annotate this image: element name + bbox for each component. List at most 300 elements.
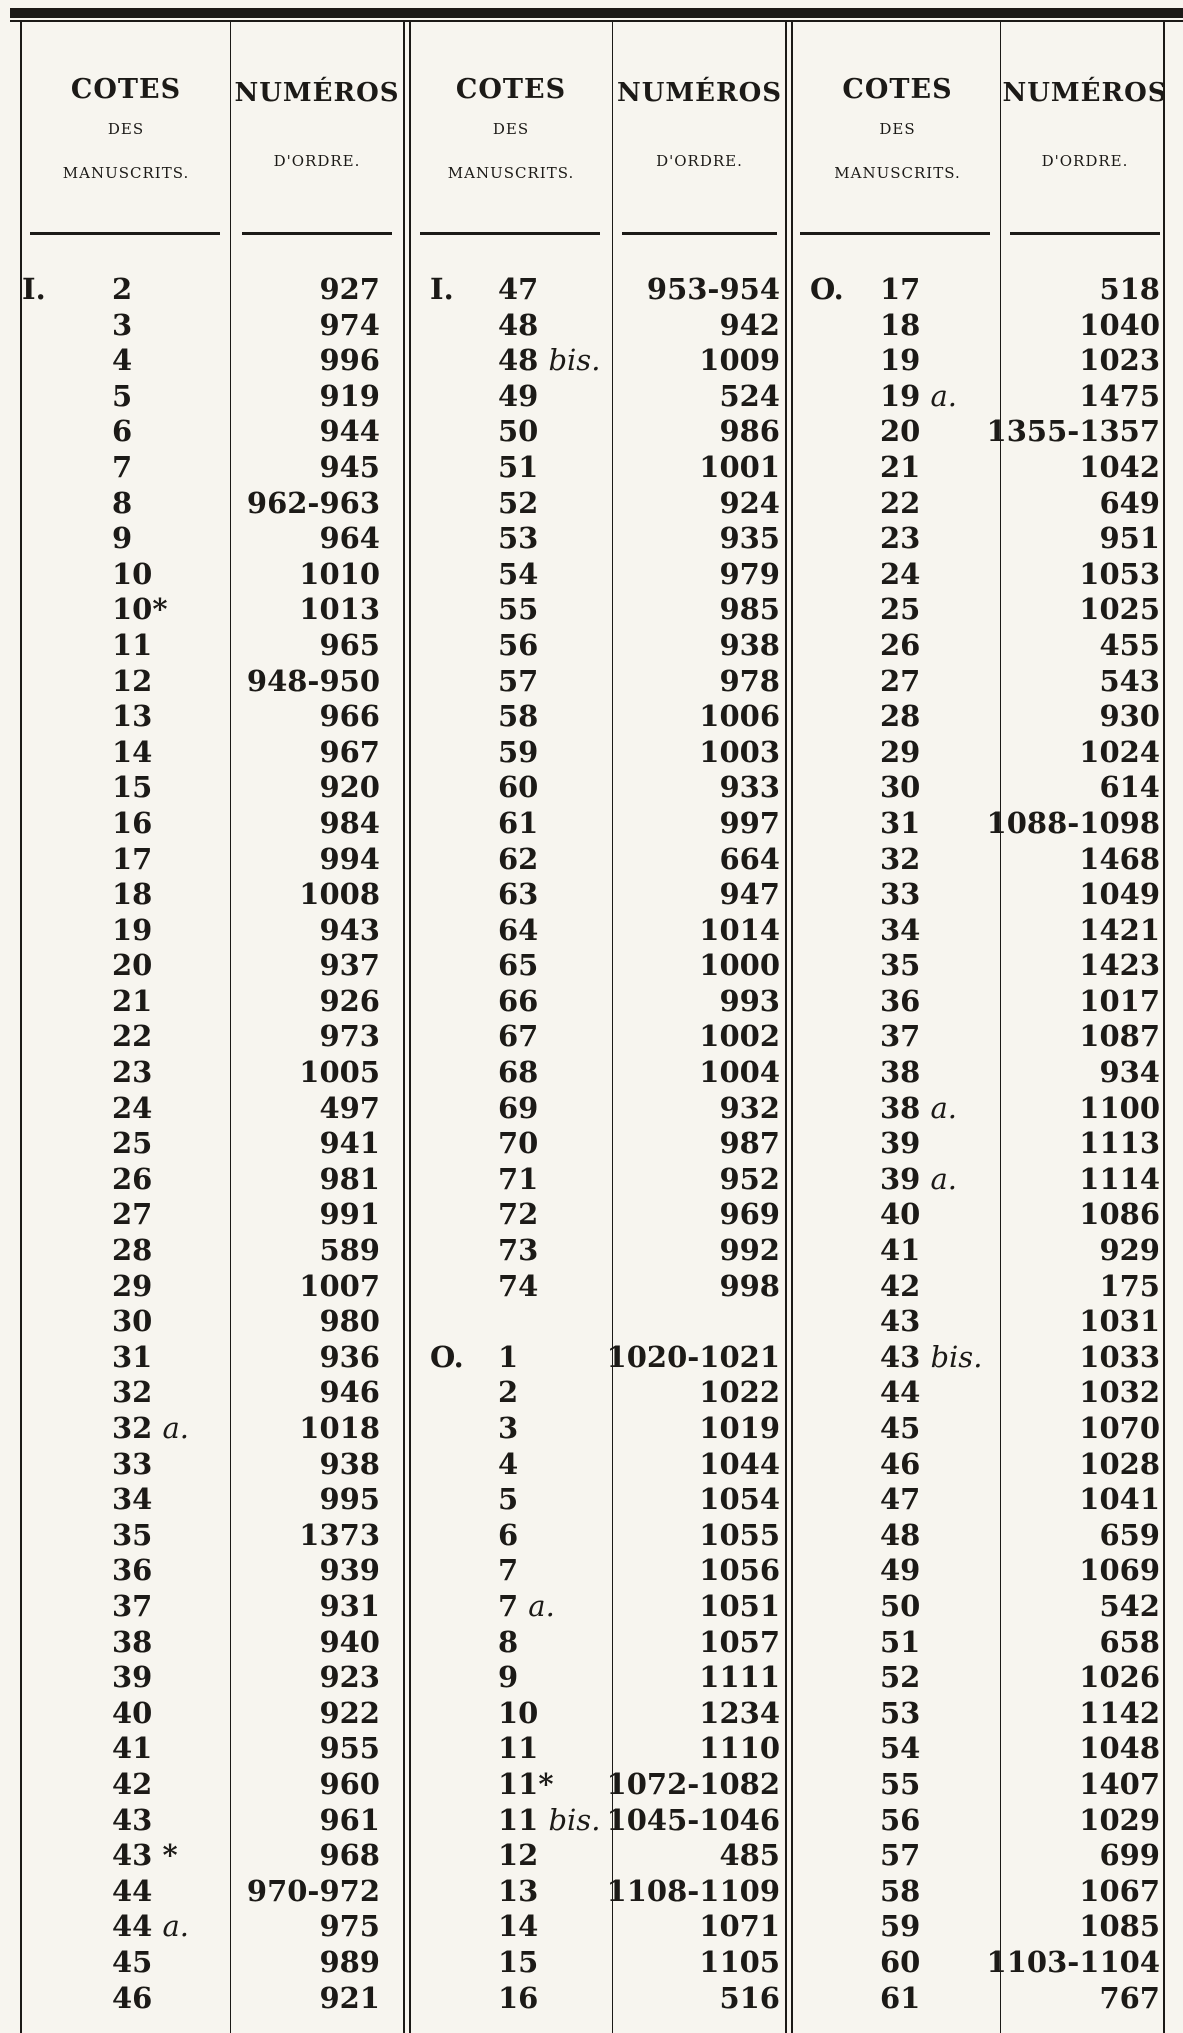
cote-number: 59	[498, 734, 539, 769]
table-row	[0, 1803, 1183, 1839]
cote-value	[880, 1055, 920, 1091]
table-row	[0, 521, 1183, 557]
cote-number: 31	[112, 1339, 153, 1374]
numero-ordre: 992	[719, 1233, 780, 1268]
cote-value	[880, 1375, 920, 1411]
numero-ordre: 944	[319, 414, 380, 449]
cote-value	[880, 699, 920, 735]
table-row	[0, 1838, 1183, 1874]
numero-ordre: 1103-1104	[986, 1944, 1160, 1979]
cote-number: 27	[112, 1197, 153, 1232]
cote-number: 12	[112, 663, 153, 698]
cote-number: 58	[498, 699, 539, 734]
cote-number: 21	[112, 983, 153, 1018]
cote-number: 11	[498, 1802, 539, 1837]
cote-number: 19	[112, 912, 153, 947]
numero-ordre: 1006	[699, 699, 780, 734]
cote-number: 25	[112, 1126, 153, 1161]
numero-ordre: 1110	[699, 1731, 780, 1766]
cote-number: 39	[880, 1161, 921, 1196]
cote-number: 18	[880, 307, 921, 342]
cote-suffix: a.	[930, 1090, 957, 1125]
cote-number: 56	[880, 1802, 921, 1837]
cote-number: 39	[112, 1660, 153, 1695]
cote-number: 37	[112, 1588, 153, 1623]
cote-value	[880, 379, 957, 415]
table-row	[0, 1660, 1183, 1696]
numero-ordre: 1111	[699, 1660, 780, 1695]
cote-number: 18	[112, 877, 153, 912]
cote-number: 22	[880, 485, 921, 520]
cote-number: 49	[498, 378, 539, 413]
table-row	[0, 806, 1183, 842]
numero-ordre: 1000	[699, 948, 780, 983]
table-row	[0, 1553, 1183, 1589]
numero-ordre: 1373	[299, 1517, 380, 1552]
cote-number: 22	[112, 1019, 153, 1054]
cote-number: 49	[880, 1553, 921, 1588]
header-numeros-line1: NUMÉROS	[234, 78, 400, 108]
cote-number: 48	[498, 307, 539, 342]
numero-ordre: 960	[319, 1766, 380, 1801]
cote-value	[880, 1091, 957, 1127]
numero-ordre: 516	[719, 1980, 780, 2015]
cote-number: 68	[498, 1055, 539, 1090]
table-row	[0, 592, 1183, 628]
numero-ordre: 1003	[699, 734, 780, 769]
numero-ordre: 936	[319, 1339, 380, 1374]
cote-value	[880, 1803, 920, 1839]
numero-ordre: 978	[719, 663, 780, 698]
table-row	[0, 842, 1183, 878]
cote-value	[880, 1553, 920, 1589]
numero-ordre: 175	[1099, 1268, 1160, 1303]
table-row	[0, 1091, 1183, 1127]
numero-ordre: 1054	[699, 1482, 780, 1517]
numero-ordre: 543	[1099, 663, 1160, 698]
numero-ordre: 1005	[299, 1055, 380, 1090]
cote-number: 57	[880, 1838, 921, 1873]
table-row	[0, 699, 1183, 735]
table-row	[0, 984, 1183, 1020]
numero-ordre: 967	[319, 734, 380, 769]
table-row	[0, 1340, 1183, 1376]
cote-number: 19	[880, 378, 921, 413]
table-row	[0, 1518, 1183, 1554]
cote-number: 14	[498, 1909, 539, 1944]
numero-ordre: 987	[719, 1126, 780, 1161]
cote-number: 36	[880, 983, 921, 1018]
cote-number: 50	[498, 414, 539, 449]
cote-number: 50	[880, 1588, 921, 1623]
cote-number: 46	[112, 1980, 153, 2015]
numero-ordre: 1025	[1079, 592, 1160, 627]
numero-ordre: 1070	[1079, 1411, 1160, 1445]
table-row	[0, 913, 1183, 949]
cote-value	[880, 1447, 920, 1483]
numero-ordre: 1053	[1079, 556, 1160, 591]
cote-number: 13	[498, 1873, 539, 1908]
cote-value	[880, 1019, 920, 1055]
cote-value	[880, 1518, 920, 1554]
cote-suffix: a.	[930, 378, 957, 413]
numero-ordre: 962-963	[246, 485, 380, 520]
cote-value	[880, 735, 920, 771]
header-cotes-line1: COTES	[842, 74, 953, 105]
numero-ordre: 1071	[699, 1909, 780, 1944]
cote-value	[880, 664, 920, 700]
cote-number: 30	[880, 770, 921, 805]
cote-number: 61	[498, 805, 539, 840]
cote-number: 44	[112, 1909, 153, 1944]
cote-value	[880, 1767, 920, 1803]
cote-number: 8	[112, 485, 133, 520]
cote-value	[880, 1696, 920, 1732]
cote-number: 62	[498, 841, 539, 876]
header-numeros-line2: D'ORDRE.	[273, 152, 361, 170]
table-row	[0, 1411, 1183, 1447]
numero-ordre: 1026	[1079, 1660, 1160, 1695]
numero-ordre: 993	[719, 983, 780, 1018]
table-row	[0, 1019, 1183, 1055]
numero-ordre: 994	[319, 841, 380, 876]
cote-number: 40	[112, 1695, 153, 1730]
cote-suffix: a.	[528, 1588, 555, 1623]
numero-ordre: 1017	[1079, 983, 1160, 1018]
cote-number: 32	[112, 1411, 153, 1445]
numero-ordre: 924	[719, 485, 780, 520]
numero-ordre: 933	[719, 770, 780, 805]
cote-number: 59	[880, 1909, 921, 1944]
cote-number: 48	[880, 1517, 921, 1552]
series-letter: I.	[22, 272, 46, 306]
series-letter: I.	[430, 272, 454, 306]
numero-ordre: 938	[319, 1446, 380, 1481]
numero-ordre: 1018	[299, 1411, 380, 1445]
numero-ordre: 1009	[699, 343, 780, 378]
numero-ordre: 1020-1021	[606, 1339, 780, 1374]
cote-value	[880, 557, 920, 593]
cote-number: 8	[498, 1624, 519, 1659]
cote-number: 66	[498, 983, 539, 1018]
cote-number: 24	[880, 556, 921, 591]
numero-ordre: 1142	[1079, 1695, 1160, 1730]
cote-number: 30	[112, 1304, 153, 1339]
cote-suffix: a.	[162, 1909, 189, 1944]
cote-number: 10	[498, 1695, 539, 1730]
header-numeros	[232, 22, 402, 232]
cote-number: 39	[880, 1126, 921, 1161]
numero-ordre: 1069	[1079, 1553, 1160, 1588]
header-rule	[420, 232, 600, 235]
cote-value	[880, 1909, 920, 1945]
numero-ordre: 964	[319, 521, 380, 556]
cote-number: 43	[880, 1339, 921, 1374]
numero-ordre: 981	[319, 1161, 380, 1196]
cote-number: 16	[112, 805, 153, 840]
cote-value	[880, 948, 920, 984]
cote-number: 74	[498, 1268, 539, 1303]
cote-number: 7	[498, 1553, 519, 1588]
cote-value	[880, 1126, 920, 1162]
numero-ordre: 975	[319, 1909, 380, 1944]
cote-number: 53	[498, 521, 539, 556]
cote-number: 41	[880, 1233, 921, 1268]
cote-suffix: a.	[162, 1411, 189, 1445]
numero-ordre: 497	[319, 1090, 380, 1125]
header-rule	[242, 232, 392, 235]
cote-number: 7	[112, 449, 133, 484]
table-row	[0, 1589, 1183, 1625]
header-cotes-line3: MANUSCRITS.	[834, 164, 961, 182]
numero-ordre: 1010	[299, 556, 380, 591]
numero-ordre: 969	[719, 1197, 780, 1232]
numero-ordre: 929	[1099, 1233, 1160, 1268]
cote-number: 42	[112, 1766, 153, 1801]
cote-number: 51	[880, 1624, 921, 1659]
header-cotes	[20, 22, 232, 232]
cote-value	[880, 272, 920, 308]
cote-number: 43	[880, 1304, 921, 1339]
cote-number: 37	[880, 1019, 921, 1054]
numero-ordre: 922	[319, 1695, 380, 1730]
cote-value	[880, 414, 920, 450]
table-row	[0, 1696, 1183, 1732]
numero-ordre: 1105	[699, 1944, 780, 1979]
numero-ordre: 979	[719, 556, 780, 591]
numero-ordre: 953-954	[646, 272, 780, 306]
cote-number: 60	[880, 1944, 921, 1979]
numero-ordre: 945	[319, 449, 380, 484]
cote-value	[880, 1269, 920, 1305]
cote-number: 26	[880, 627, 921, 662]
numero-ordre: 919	[319, 378, 380, 413]
numero-ordre: 943	[319, 912, 380, 947]
cote-number: 52	[880, 1660, 921, 1695]
cote-value	[880, 1162, 957, 1198]
table-row	[0, 770, 1183, 806]
numero-ordre: 1028	[1079, 1446, 1160, 1481]
numero-ordre: 995	[319, 1482, 380, 1517]
cote-number: 38	[880, 1055, 921, 1090]
table-row	[0, 1269, 1183, 1305]
numero-ordre: 996	[319, 343, 380, 378]
cote-number: 11	[112, 627, 153, 662]
numero-ordre: 974	[319, 307, 380, 342]
table-row	[0, 1162, 1183, 1198]
table-row	[0, 1197, 1183, 1233]
numero-ordre: 932	[719, 1090, 780, 1125]
cote-number: 45	[112, 1944, 153, 1979]
cote-number: 17	[880, 272, 921, 306]
cote-value	[880, 592, 920, 628]
numero-ordre: 986	[719, 414, 780, 449]
numero-ordre: 1024	[1079, 734, 1160, 769]
numero-ordre: 1023	[1079, 343, 1160, 378]
series-letter: O.	[430, 1339, 464, 1374]
cote-value	[880, 308, 920, 344]
cote-number: 23	[880, 521, 921, 556]
numero-ordre: 1014	[699, 912, 780, 947]
numero-ordre: 955	[319, 1731, 380, 1766]
cote-value	[880, 1304, 920, 1340]
header-rule	[1010, 232, 1160, 235]
numero-ordre: 997	[719, 805, 780, 840]
cote-number: 24	[112, 1090, 153, 1125]
numero-ordre: 1423	[1079, 948, 1160, 983]
cote-number: 35	[880, 948, 921, 983]
header-cotes	[795, 22, 1000, 232]
cote-number: 63	[498, 877, 539, 912]
cote-number: 65	[498, 948, 539, 983]
cote-number: 43 *	[112, 1838, 178, 1873]
cote-value	[880, 1589, 920, 1625]
numero-ordre: 664	[719, 841, 780, 876]
numero-ordre: 1045-1046	[606, 1802, 780, 1837]
numero-ordre: 614	[1099, 770, 1160, 805]
cote-number: 10	[112, 556, 153, 591]
numero-ordre: 930	[1099, 699, 1160, 734]
cote-number: 23	[112, 1055, 153, 1090]
cote-number: 44	[112, 1873, 153, 1908]
numero-ordre: 455	[1099, 627, 1160, 662]
numero-ordre: 942	[719, 307, 780, 342]
cote-suffix: bis.	[930, 1339, 983, 1374]
cote-number: 4	[498, 1446, 519, 1481]
numero-ordre: 1022	[699, 1375, 780, 1410]
cote-number: 5	[112, 378, 133, 413]
cote-value	[880, 1197, 920, 1233]
numero-ordre: 961	[319, 1802, 380, 1837]
numero-ordre: 1002	[699, 1019, 780, 1054]
numero-ordre: 939	[319, 1553, 380, 1588]
numero-ordre: 965	[319, 627, 380, 662]
table-row	[0, 379, 1183, 415]
numero-ordre: 927	[319, 272, 380, 306]
numero-ordre: 1421	[1079, 912, 1160, 947]
cote-number: 46	[880, 1446, 921, 1481]
numero-ordre: 1004	[699, 1055, 780, 1090]
numero-ordre: 935	[719, 521, 780, 556]
table-row	[0, 1981, 1183, 2017]
cote-number: 4	[112, 343, 133, 378]
numero-ordre: 589	[319, 1233, 380, 1268]
cote-value	[880, 984, 920, 1020]
cote-value	[880, 877, 920, 913]
cote-value	[880, 1340, 982, 1376]
header-cotes-line2: DES	[879, 120, 916, 138]
header-cotes	[410, 22, 612, 232]
cote-number: 9	[112, 521, 133, 556]
table-row	[0, 735, 1183, 771]
header-cotes-line3: MANUSCRITS.	[62, 164, 190, 182]
series-letter: O.	[810, 272, 844, 306]
numero-ordre: 1355-1357	[986, 414, 1160, 449]
numero-ordre: 984	[319, 805, 380, 840]
cote-number: 67	[498, 1019, 539, 1054]
numero-ordre: 1088-1098	[986, 805, 1160, 840]
numero-ordre: 1087	[1079, 1019, 1160, 1054]
numero-ordre: 485	[719, 1838, 780, 1873]
cote-number: 27	[880, 663, 921, 698]
cote-number: 19	[880, 343, 921, 378]
numero-ordre: 941	[319, 1126, 380, 1161]
cote-value	[880, 343, 920, 379]
numero-ordre: 948-950	[246, 663, 380, 698]
cote-value	[880, 913, 920, 949]
numero-ordre: 1033	[1079, 1339, 1160, 1374]
cote-number: 10*	[112, 592, 168, 627]
numero-ordre: 1113	[1079, 1126, 1160, 1161]
cote-number: 21	[880, 449, 921, 484]
header-cotes-line3: MANUSCRITS.	[447, 164, 575, 182]
cote-suffix: bis.	[548, 343, 601, 378]
cote-number: 55	[880, 1766, 921, 1801]
numero-ordre: 658	[1099, 1624, 1160, 1659]
numero-ordre: 998	[719, 1268, 780, 1303]
cote-number: 61	[880, 1980, 921, 2015]
numero-ordre: 1086	[1079, 1197, 1160, 1232]
numero-ordre: 1234	[699, 1695, 780, 1730]
cote-number: 40	[880, 1197, 921, 1232]
cote-value	[880, 1874, 920, 1910]
cote-number: 5	[498, 1482, 519, 1517]
numero-ordre: 934	[1099, 1055, 1160, 1090]
cote-number: 25	[880, 592, 921, 627]
cote-number: 6	[498, 1517, 519, 1552]
cote-value	[880, 1482, 920, 1518]
cote-number: 38	[880, 1090, 921, 1125]
cote-number: 43	[112, 1802, 153, 1837]
header-numeros	[612, 22, 787, 232]
cote-number: 11	[498, 1731, 539, 1766]
cote-value	[880, 521, 920, 557]
numero-ordre: 946	[319, 1375, 380, 1410]
numero-ordre: 968	[319, 1838, 380, 1873]
cote-number: 32	[880, 841, 921, 876]
cote-number: 35	[112, 1517, 153, 1552]
table-row	[0, 1731, 1183, 1767]
numero-ordre: 920	[319, 770, 380, 805]
cote-number: 9	[498, 1660, 519, 1695]
numero-ordre: 1007	[299, 1268, 380, 1303]
header-numeros-line1: NUMÉROS	[616, 78, 783, 108]
cote-number: 45	[880, 1411, 921, 1445]
cote-number: 28	[112, 1233, 153, 1268]
cote-number: 72	[498, 1197, 539, 1232]
cote-number: 55	[498, 592, 539, 627]
table-row	[0, 877, 1183, 913]
numero-ordre: 951	[1099, 521, 1160, 556]
numero-ordre: 1051	[699, 1588, 780, 1623]
table-row	[0, 628, 1183, 664]
cote-value	[880, 1981, 920, 2017]
cote-number: 52	[498, 485, 539, 520]
cote-value	[880, 806, 920, 842]
numero-ordre: 980	[319, 1304, 380, 1339]
header-cotes-line1: COTES	[70, 74, 182, 105]
numero-ordre: 1041	[1079, 1482, 1160, 1517]
numero-ordre: 938	[719, 627, 780, 662]
cote-number: 47	[498, 272, 539, 306]
numero-ordre: 767	[1099, 1980, 1160, 2015]
numero-ordre: 931	[319, 1588, 380, 1623]
cote-number: 57	[498, 663, 539, 698]
table-row	[0, 1304, 1183, 1340]
numero-ordre: 1042	[1079, 449, 1160, 484]
numero-ordre: 921	[319, 1980, 380, 2015]
cote-number: 3	[498, 1411, 519, 1445]
